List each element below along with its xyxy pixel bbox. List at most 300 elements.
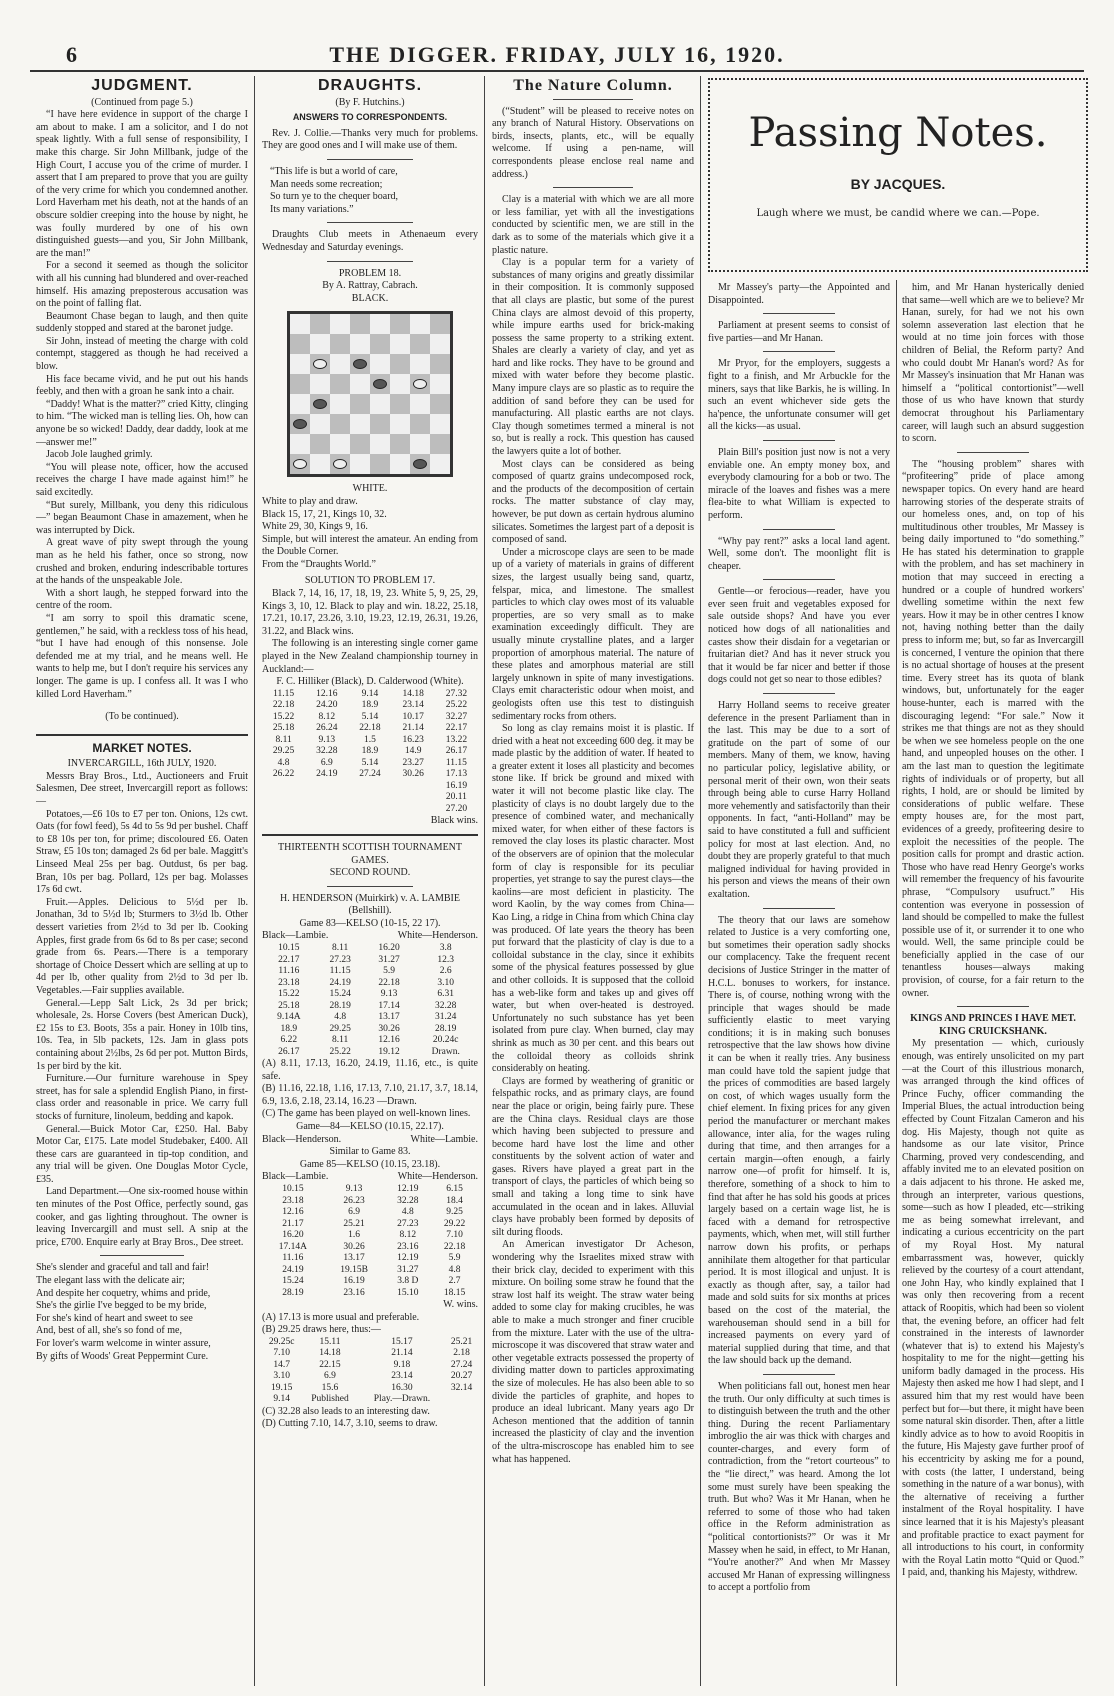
table-cell: 10.15 (278, 943, 300, 954)
table-cell: 14.7 (273, 1359, 290, 1370)
table-cell: 10.17 (402, 711, 424, 722)
table-cell: 3.10 (273, 1371, 290, 1382)
board-square (350, 354, 370, 374)
table-cell: 20.11 (445, 792, 467, 803)
table-cell: 19.15 (270, 1382, 293, 1393)
table-cell: 22.18 (272, 700, 295, 711)
black-piece (353, 359, 367, 369)
table-row (262, 1383, 478, 1395)
divider (553, 99, 634, 100)
game83-moves-table (262, 943, 478, 1058)
problem-description (262, 496, 478, 572)
board-square (330, 314, 350, 334)
column-draughts (262, 78, 478, 1684)
table-row (262, 712, 478, 724)
table-cell: 12.16 (378, 1035, 400, 1046)
game-note: (A) 8.11, 17.13, 16.20, 24.19, 11.16, etc., is quite safe. (262, 1058, 478, 1082)
game83-notes (262, 1058, 478, 1121)
table-cell: 16.20 (378, 943, 400, 954)
table-cell: 12.19 (397, 1253, 419, 1263)
table-cell: 22.15 (319, 1359, 341, 1370)
table-cell: 5.9 (448, 1253, 461, 1263)
game84-black: Black—Henderson. (262, 1133, 342, 1145)
market-paragraph: Potatoes,—£6 10s to £7 per ton. Onions, 12s cwt. Oats (for fowl feed), 5s 4d to 5s 9d per bushel. Chaff to £8 10s per ton, for prime; discoloured £6. Oaten Straw, £5 10s ton; damaged 2s 6d per bale. Maggitt's Linseed Meal 25s per bag. Outdust, 6s per bag. Bran, 10s per bag. Pollard, 12s per bag. Molasses 17s 6d cwt. (36, 808, 248, 896)
table-cell: 5.14 (361, 757, 379, 768)
market-paragraph: Furniture.—Our furniture warehouse in Spey street, has for sale a splendid English Piano, in first-class order and reasonable in price. We carry full stocks of furniture, linoleum, bedding and kapok. (36, 1073, 248, 1122)
table-cell: 13.17 (378, 1012, 400, 1023)
board-square (390, 354, 410, 374)
table-cell: 15.22 (278, 989, 300, 1000)
table-row (262, 1288, 478, 1300)
board-square (290, 374, 310, 394)
white-label: WHITE. (352, 483, 388, 495)
table-cell: 27.23 (397, 1218, 419, 1229)
table-row (262, 1337, 478, 1349)
board-square (410, 394, 430, 414)
table-cell: 4.8 (448, 1264, 461, 1275)
problem-line: White 29, 30, Kings 9, 16. (262, 521, 368, 533)
table-cell: 6.15 (446, 1184, 463, 1194)
table-cell: 1.5 (364, 734, 376, 745)
table-cell: 23.18 (282, 1195, 304, 1206)
verse-line: By gifts of Woods' Great Peppermint Cure. (36, 1350, 209, 1362)
market-paragraph: Messrs Bray Bros., Ltd., Auctioneers and Fruit Salesmen, Dee street, Invercargill report as follows:— (36, 770, 248, 808)
white-piece (413, 379, 427, 389)
game85-black: Black—Lambie. (262, 1171, 329, 1183)
table-row (262, 1001, 478, 1013)
board-square (390, 414, 410, 434)
table-cell (348, 781, 391, 793)
board-square (310, 354, 330, 374)
divider (763, 579, 836, 580)
board-square (430, 434, 450, 454)
column-rule (484, 76, 485, 1686)
table-cell: 9.25 (446, 1207, 463, 1217)
table-cell: 7.10 (273, 1348, 290, 1359)
table-cell: 6.31 (437, 989, 455, 1000)
section-divider (262, 834, 478, 836)
table-cell: 29.25c (268, 1336, 295, 1347)
table-cell: 17.14 (378, 1000, 400, 1011)
table-cell: 23.16 (397, 1241, 419, 1252)
table-cell: 14.9 (404, 746, 422, 757)
problem-line: Black 15, 17, 21, Kings 10, 32. (262, 508, 387, 520)
table-cell: 9.13 (380, 989, 398, 1000)
table-cell: 18.9 (361, 700, 379, 711)
game83-black: Black—Lambie. (262, 930, 329, 942)
game83-sides (262, 930, 478, 943)
story-paragraph: His face became vivid, and he put out his hands feebly, and then with a groan he sank into a chair. (36, 373, 248, 398)
table-cell: 26.23 (343, 1195, 365, 1206)
table-cell: 15.10 (397, 1287, 419, 1298)
draughts-poem (262, 166, 478, 216)
board-square (310, 454, 330, 474)
story-paragraph: “I have here evidence in support of the charge I am about to make. I am a solicitor, and I do not speak lightly. With a full sense of responsibility, I make this charge. Sir John Millbank, judge of the High Court, I accuse you of the crime of murder. I assert that I am prepared to prove that you are guilty of the very crime for which you condemned another. Lord Haverham met his death, not at the hands of an obscure soldier creeping into the house by night, he was foully murdered by one of his own distinguished guests—and you, Sir John Millbank, are the man!” (36, 109, 248, 259)
game84-note: Similar to Game 83. (329, 1146, 411, 1158)
nature-paragraph: Clay is a material with which we are all more or less familiar, yet with all the investigations conducted by scientific men, we are still in the dark as to some of the materials which give it a plastic nature. (492, 194, 694, 256)
divider (763, 1374, 836, 1375)
kings-heading: KINGS AND PRINCES I HAVE MET. KING CRUICKSHANK. (910, 1013, 1076, 1037)
board-square (430, 374, 450, 394)
board-square (410, 454, 430, 474)
table-cell: 28.19 (329, 1000, 351, 1011)
board-square (290, 394, 310, 414)
table-cell: 6.9 (320, 757, 333, 768)
game85-note-a: (A) 17.13 is more usual and preferable. (262, 1311, 420, 1323)
game85-white: White—Henderson. (397, 1171, 478, 1183)
divider (763, 693, 836, 694)
page-number: 6 (66, 42, 77, 67)
table-cell: 14.18 (319, 1348, 341, 1359)
passing-notes-banner (708, 78, 1088, 272)
story-paragraph: Beaumont Chase began to laugh, and then quite suddenly stopped and stared at the baronet judge. (36, 310, 248, 335)
board-square (390, 314, 410, 334)
table-cell: 20.24c (432, 1035, 459, 1046)
table-cell: 4.8 (277, 757, 290, 768)
passing-notes-items (708, 282, 890, 1595)
market-paragraph: Land Department.—One six-roomed house within ten minutes of the Post Office, perfectly sound, gas cooker, and gas lighting throughout. The owner is leaving Invercargill and must sell. A snip at the price, £700. Enquire early at Bray Bros., Dee street. (36, 1186, 248, 1248)
table-cell: 9.13 (345, 1184, 363, 1194)
masthead (30, 40, 1084, 72)
passing-note: When politicians fall out, honest men hear the truth. Our only difficulty at such times is to distinguish between the truth and the other thing. During the recent Parliamentary imbroglio the air was thick with charges and counter-charges, and every form of contradiction, from the “retort courteous” to the “lie direct,” was heard. Among the lot some must surely have been speaking the truth. But who? Was it Mr Hanan, when he referred to some of those who had taken office in the Reform administration as “political contortionists?” Or was it Mr Massey when he said, in effect, to Mr Hanan, “You're another?” And when Mr Massey accused Mr Hanan of expressing willingness to accept a portfolio from (708, 1380, 890, 1594)
game85-result: W. wins. (443, 1299, 478, 1310)
table-cell: 3.8 D (397, 1276, 419, 1286)
board-square (390, 394, 410, 414)
problem-author: By A. Rattray, Cabrach. (322, 280, 418, 292)
table-cell: 25.21 (450, 1336, 473, 1347)
table-row (262, 792, 478, 804)
black-piece (413, 459, 427, 469)
table-cell: 26.22 (272, 769, 295, 780)
draughts-heading: DRAUGHTS. (317, 78, 423, 94)
board-square (350, 394, 370, 414)
divider (327, 261, 413, 262)
board-square (290, 354, 310, 374)
nature-paragraph: Clay is a popular term for a variety of substances of many origins and greatly dissimilar in their composition. It is commonly supposed that all clays are plastic, but some of the purest China clays are almost devoid of this property, while impure earths used for brick-making possess the same property to a striking extent. Shales are clearly a variety of clay, and yet as hard and like rocks. They have to be ground and mixed with water before they become plastic. Many impure clays are so plastic as to require the addition of sand before they can be used for manufacturing. All plastic earths are not clays. Clay though sometimes termed a mineral is not so, but is really a rock. This question has caused the lawyers quite a lot of bother. (492, 257, 694, 458)
verse-line: She's slender and graceful and tall and fair! (36, 1262, 210, 1274)
problem-line: White to play and draw. (262, 495, 358, 507)
story-paragraph: Sir John, instead of meeting the charge with cold contempt, staggered as though he had received a blow. (36, 335, 248, 373)
table-cell: 22.18 (443, 1241, 466, 1252)
market-heading: MARKET NOTES. (92, 740, 192, 755)
poem-line: “This life is but a world of care, (270, 165, 398, 177)
table-row (262, 966, 478, 978)
board-square (330, 374, 350, 394)
table-cell: 19.15B (340, 1264, 368, 1275)
table-row (262, 955, 478, 967)
table-cell: 27.23 (329, 954, 351, 965)
table-cell: 3.10 (437, 977, 455, 988)
newspaper-title: THE DIGGER. FRIDAY, JULY 16, 1920. (329, 42, 785, 67)
answers-heading: ANSWERS TO CORRESPONDENTS. (292, 112, 448, 123)
table-cell: 23.16 (343, 1287, 365, 1298)
table-cell: 28.19 (435, 1023, 457, 1034)
passing-note: The theory that our laws are somehow related to Justice is a very comforting one, but sometimes their operation sadly shocks our complacency. Take the frequent recent decisions of Justice Stringer in the matter of H.C.L. bonuses to workers, for instance. There is, of course, nothing wrong with the principle that wages should be made sufficiently elastic to meet varying conditions; it is in making such bonuses retrospective that the law shows how divine it can be when it really tries. Any business man could have told the sapient judge that the prices of commodities are based largely on cost, of which wages usually form the chief element. In fixing prices for any given period the manufacturer or merchant makes allowance, inter alia, for the wages ruling during that time, and then arranges for a certain margin—often enough, a fairly narrow one—of profit for himself. It is, therefore, something of a shock to him to find that after he has sold his goods at prices largely based on a certain wage list, he is faced with a demand for retrospective payments, which, when met, will still further narrow down his profits, or perhaps annihilate them altogether for that particular period. It is most illogical and unjust. It is exactly as though after, say, a tailor had made and sold suits for six months at prices based on the cost of the material, the warehouseman should send in a bill for increased payments on every yard of material supplied during that time, and that the law should back up the demand. (708, 914, 890, 1367)
board-square (410, 414, 430, 434)
game85-note-d: (D) Cutting 7.10, 14.7, 3.10, seems to draw. (262, 1418, 438, 1430)
table-row (262, 1047, 478, 1059)
board-square (330, 454, 350, 474)
board-square (350, 314, 370, 334)
board-square (350, 454, 370, 474)
board-square (390, 334, 410, 354)
table-cell: 13.17 (343, 1253, 365, 1263)
table-cell: 32.14 (450, 1382, 473, 1393)
table-cell: 25.18 (278, 1000, 300, 1011)
table-cell: 16.23 (402, 734, 424, 745)
board-square (430, 414, 450, 434)
passing-note: Gentle—or ferocious—reader, have you ever seen fruit and vegetables exposed for sale outside shops? And have you ever noticed how dogs of all nationalities and castes show their disdain for a vegetarian or fruitarian diet? And has it never struck you that it would be far nicer and better if those dogs could not get so near to those edibles? (708, 586, 890, 686)
table-cell: 27.24 (359, 769, 381, 780)
table-cell: 16.20 (282, 1230, 304, 1240)
table-cell: 15.11 (319, 1336, 341, 1347)
board-square (430, 394, 450, 414)
advertising-verse (36, 1262, 248, 1363)
divider (327, 222, 413, 223)
table-cell: 31.24 (435, 1012, 457, 1023)
to-be-continued: (To be continued). (105, 711, 179, 723)
table-row (262, 723, 478, 735)
passing-note: him, and Mr Hanan hysterically denied that same—well which are we to believe? Mr Hanan, surely, for had we not his own solemn asseveration last election that he would at no time join forces with those children of Belial, the Reform party? And who could doubt Mr Hanan's word? As for Mr Massey's insinuation that Mr Hanan was himself a “political contortionist”—well those of us who have known that sturdy democrat throughout his Parliamentary career, will laugh such an absurd suggestion to scorn. (902, 282, 1084, 445)
table-cell: 9.14 (361, 688, 379, 699)
board-square (370, 414, 390, 434)
table-cell: 14.18 (402, 688, 424, 699)
table-cell (445, 1394, 478, 1406)
board-square (370, 374, 390, 394)
table-cell: 32.28 (435, 1000, 457, 1011)
board-square (290, 414, 310, 434)
column-rule (700, 76, 701, 1686)
table-cell: 23.14 (402, 700, 424, 711)
table-row (262, 735, 478, 747)
section-divider (36, 734, 248, 736)
divider (763, 440, 836, 441)
table-row (262, 1207, 478, 1219)
table-cell: 23.18 (278, 977, 300, 988)
table-cell (305, 792, 348, 804)
game84-sides (262, 1134, 478, 1147)
table-cell: 26.17 (445, 746, 468, 757)
table-cell: 15.24 (282, 1276, 304, 1286)
table-cell (262, 781, 305, 793)
board-square (410, 374, 430, 394)
table-cell: 28.19 (282, 1287, 304, 1298)
table-cell: 6.22 (280, 1035, 298, 1046)
board-square (310, 434, 330, 454)
table-cell (262, 792, 305, 804)
table-cell: 12.19 (397, 1184, 419, 1194)
nature-article (492, 194, 694, 1466)
table-cell: 30.26 (402, 769, 424, 780)
draughts-board (287, 311, 453, 477)
table-cell: 18.9 (361, 746, 379, 757)
nature-paragraph: Most clays can be considered as being composed of quartz grains undecomposed rock, and the products of the decomposition of certain rocks. The matter substance of clay may, however, be put down as certain hydrous alumino silicates. Sometimes the largest part of a deposit is composed of sand. (492, 458, 694, 546)
table-cell: 21.14 (402, 723, 424, 734)
table-cell: 18.4 (446, 1195, 463, 1206)
table-cell: 22.18 (359, 723, 381, 734)
table-row (262, 1371, 478, 1383)
story-paragraph: Jacob Jole laughed grimly. (46, 449, 153, 461)
column-nature (492, 78, 694, 1684)
divider (553, 187, 634, 188)
table-cell: 11.16 (282, 1253, 304, 1263)
table-cell: 8.11 (332, 943, 349, 954)
table-cell: 16.19 (343, 1276, 365, 1286)
table-cell: 6.9 (348, 1207, 361, 1217)
nature-paragraph: Under a microscope clays are seen to be made up of a variety of materials in grains of different sizes, the largest usually being sand, quartz, felspar, mica, and limestone. The smallest particles to which clay owes most of its valuable properties, are so very small as to make examination exceedingly difficult. They are usually minute crystalline plates, and a larger proportion of amorphous material. The nature of these plates and amorphous material are still largely unknown in spite of many investigations. Clays emit characteristic odour when moist, and geologists often use this test to distinguish sedimentary rocks from others. (492, 546, 694, 722)
table-cell: 9.14A (277, 1012, 301, 1023)
table-cell: 18.9 (280, 1023, 298, 1034)
column-passing-notes-2 (902, 282, 1084, 1684)
passing-note: Plain Bill's position just now is not a very enviable one. An empty money box, and everybody clamouring for a bob or two. The miracle of the loaves and fishes was a mere flea-bite to what William is expected to perform. (708, 446, 890, 521)
board-square (370, 434, 390, 454)
table-row (262, 1219, 478, 1231)
board-square (290, 454, 310, 474)
table-cell: 12.16 (282, 1207, 304, 1217)
table-cell: 11.16 (278, 966, 300, 977)
board-square (430, 454, 450, 474)
game-note: (B) 11.16, 22.18, 1.16, 17.13, 7.10, 21.17, 3.7, 18.14, 6.9, 13.6, 2.18, 23.14, 16.23 —Drawn. (262, 1083, 478, 1107)
poem-line: So turn ye to the chequer board, (270, 191, 399, 203)
board-square (370, 454, 390, 474)
table-cell: 4.8 (334, 1012, 347, 1023)
divider (763, 351, 836, 352)
table-cell: 15.17 (391, 1336, 413, 1347)
column-judgment (36, 78, 248, 1684)
table-cell: 9.14 (273, 1394, 290, 1405)
table-cell: 30.26 (343, 1241, 365, 1252)
column-rule (896, 280, 897, 1686)
table-row (262, 781, 478, 793)
table-cell: 29.25 (272, 746, 295, 757)
table-row (262, 1360, 478, 1372)
story-paragraph: For a second it seemed as though the solicitor with all his cunning had blundered and over-reached himself. His amazing preposterous accusation was on the point of falling flat. (36, 260, 248, 310)
table-row (262, 1265, 478, 1277)
table-row (262, 758, 478, 770)
table-cell: Drawn. (431, 1046, 460, 1057)
market-paragraph: General.—Lepp Salt Lick, 2s 3d per brick; wholesale, 2s. Horse Covers (best American Duck), £2 15s to £3. Boots, 35s a pair. Honey in 10lb tins, 10s. Tea, in 5lb packets, 12s. Jam in glass pots containing about 2½lbs, 2s 6d per pot. Mutton Birds, 1s per bird by the kit. (36, 997, 248, 1072)
table-row (262, 1394, 478, 1406)
table-cell: 6.9 (324, 1371, 336, 1382)
market-paragraph: General.—Buick Motor Car, £250. Hal. Baby Motor Car, £175. Late model Studebaker, £400. All these cars are guaranteed in tip-top condition, and any trial will be given. One Douglas Motor Cycle, £35. (36, 1123, 248, 1185)
table-cell: 32.28 (397, 1195, 419, 1206)
table-row (262, 1230, 478, 1242)
board-square (410, 434, 430, 454)
table-cell (348, 804, 391, 816)
problem-title: PROBLEM 18. (338, 267, 402, 279)
table-cell: 26.17 (278, 1046, 300, 1057)
board-square (370, 334, 390, 354)
passing-notes-title: Passing Notes. (748, 110, 1048, 156)
board-square (330, 434, 350, 454)
verse-line: For lover's warm welcome in winter assure, (36, 1338, 211, 1349)
match-title: H. HENDERSON (Muirkirk) v. A. LAMBIE (Bellshill). (280, 892, 460, 917)
table-cell: 11.15 (445, 757, 467, 768)
divider (957, 452, 1030, 453)
table-cell: 27.20 (445, 803, 468, 814)
table-cell (262, 804, 305, 816)
answer-text: Rev. J. Collie.—Thanks very much for problems. They are good ones and I will make use of them. (262, 127, 478, 152)
column-passing-notes-1 (708, 282, 890, 1684)
table-cell: 12.3 (437, 954, 455, 965)
table-cell (305, 804, 348, 816)
table-cell: 27.24 (450, 1359, 473, 1370)
board-square (330, 354, 350, 374)
board-square (350, 414, 370, 434)
black-piece (313, 399, 327, 409)
draughts-byline: (By F. Hutchins.) (335, 96, 405, 108)
black-piece (373, 379, 387, 389)
table-cell: 31.27 (378, 954, 400, 965)
table-row (262, 1242, 478, 1254)
nature-paragraph: Clays are formed by weathering of granitic or felspathic rocks, and as primary clays, are found near the place or origin, being fairly pure. These are the China clays. Residual clays are those which having been subjected to pressure and become hard have lost the lime and other constituents by the solvent action of water and gases. Rivers have played a great part in the transport of clays, the particles of which being so small and taking a long time to sink have accumulated in the ocean and in lakes. Alluvial clays have probably been formed by deposits of silt during floods. (492, 1075, 694, 1238)
table-row (262, 700, 478, 712)
board-square (430, 354, 450, 374)
white-piece (313, 359, 327, 369)
board-square (310, 394, 330, 414)
board-square (310, 334, 330, 354)
table-cell: 24.19 (316, 769, 338, 780)
table-row (262, 943, 478, 955)
table-cell: 23.27 (402, 757, 424, 768)
table-cell: 32.28 (316, 746, 338, 757)
game-moves-table (262, 689, 478, 816)
table-cell: 15.22 (272, 711, 295, 722)
table-cell: 8.12 (318, 711, 336, 722)
game85-sides (262, 1171, 478, 1184)
judgment-heading: JUDGMENT. (91, 78, 193, 94)
solution-title: SOLUTION TO PROBLEM 17. (304, 575, 436, 587)
board-square (330, 394, 350, 414)
solution-text: Black 7, 14, 16, 17, 18, 19, 23. White 5, 9, 25, 29, Kings 3, 10, 12. Black to play and win. 18.22, 25.18, 17.21, 10.17, 23.26, 3.10, 19.23, 12.19, 26.31, 19.26, 31.22, and Black wins. (262, 588, 478, 637)
game-players: F. C. Hilliker (Black), D. Calderwood (White). (276, 676, 464, 688)
story-paragraph: “I am sorry to spoil this dramatic scene, gentlemen,” he said, with a reckless toss of his head, “but I have had enough of this nonsense. Jole defended me at my trial, and he means well. He wants to help me, but I don't require his services any longer. The game is up. I confess all. It was I who killed Lord Haverham.” (36, 612, 248, 700)
table-cell: Play.—Drawn. (373, 1394, 431, 1405)
board-square (330, 334, 350, 354)
game85-moves-table (262, 1184, 478, 1299)
board-square (290, 334, 310, 354)
story-paragraph: “But surely, Millbank, you deny this ridiculous—” began Beaumont Chase in amazement, when he was interrupted by Dick. (36, 499, 248, 536)
table-cell: 16.19 (445, 780, 468, 791)
board-square (310, 414, 330, 434)
passing-note: The “housing problem” shares with “profiteering” pride of place among newspaper topics. On every hand are heard harrowing stories of the desperate straits of our homeless ones, and, on top of his multitudinous other troubles, Mr Massey is being daily importuned to “do something.” He has stated his determination to grapple with the problem, and has set machinery in motion that may succeed in erecting a hundred or a couple of hundred workers' dwelling sometime within the next few years. How it may be in other centres I know not, having nothing better than the daily press to inform me; but, so far as Invercargill is concerned, I venture the opinion that there is no actual shortage of houses at the present time. Every street has its quota of blank windows, but, unfortunately for the eager house-hunter, each is marred with the discouraging legend: “For sale.” Now it strikes me that things are not as they should be when we see homeless people on the one hand, and unpeopled houses on the other. I am the last man to question the legitimate rights of individuals or of property, but all rights, I hold, are or should be limited by considerations of public welfare. These empty houses are, for the most part, evidences of a greedy, profiteering desire to exploit the necessities of the people. The position calls for prompt and drastic action. Those who have read Henry George's works will remember the frequency of his favourite phrase, “Compulsory usufruct.” His contention was everyone in possession of land should be compelled to make the fullest possible use of it, or surrender it to one who would. Well, the same principle could be beneficially applied in the case of our tenantless houses—always making provision, of course, for a fair return to the owner. (902, 458, 1084, 999)
story-paragraph: “Daddy! What is the matter?” cried Kitty, clinging to him. “The wicked man is telling lies. Oh, how can anyone be so wicked! Daddy, dear daddy, look at me—answer me!” (36, 398, 248, 448)
poem-line: Man needs some recreation; (270, 178, 383, 190)
table-row (262, 1276, 478, 1288)
game83-white: White—Henderson. (397, 930, 478, 942)
passing-note: Mr Massey's party—the Appointed and Disappointed. (708, 282, 890, 306)
divider (763, 908, 836, 909)
table-cell: 2.6 (439, 966, 452, 977)
table-cell (348, 792, 391, 804)
game85-draw-table (262, 1337, 478, 1406)
table-cell: 23.14 (391, 1371, 413, 1382)
market-dateline: INVERCARGILL, 16th JULY, 1920. (67, 758, 217, 770)
table-cell: 18.15 (443, 1287, 466, 1298)
board-square (390, 434, 410, 454)
table-cell: 22.17 (445, 723, 468, 734)
table-row (262, 1348, 478, 1360)
table-cell: 17.13 (445, 769, 468, 780)
table-row (262, 989, 478, 1001)
table-cell: 24.19 (282, 1264, 304, 1275)
table-cell: 7.10 (446, 1230, 463, 1240)
story-paragraph: A great wave of pity swept through the young man as he held his father, once so strong, now crushed and broken, enduring indescribable tortures at the hands of the unspeakable Jole. (36, 537, 248, 587)
second-round: SECOND ROUND. (329, 867, 411, 879)
club-note: Draughts Club meets in Athenaeum every Wednesday and Saturday evenings. (262, 229, 478, 253)
table-row (262, 1253, 478, 1265)
table-cell: 32.27 (445, 711, 468, 722)
